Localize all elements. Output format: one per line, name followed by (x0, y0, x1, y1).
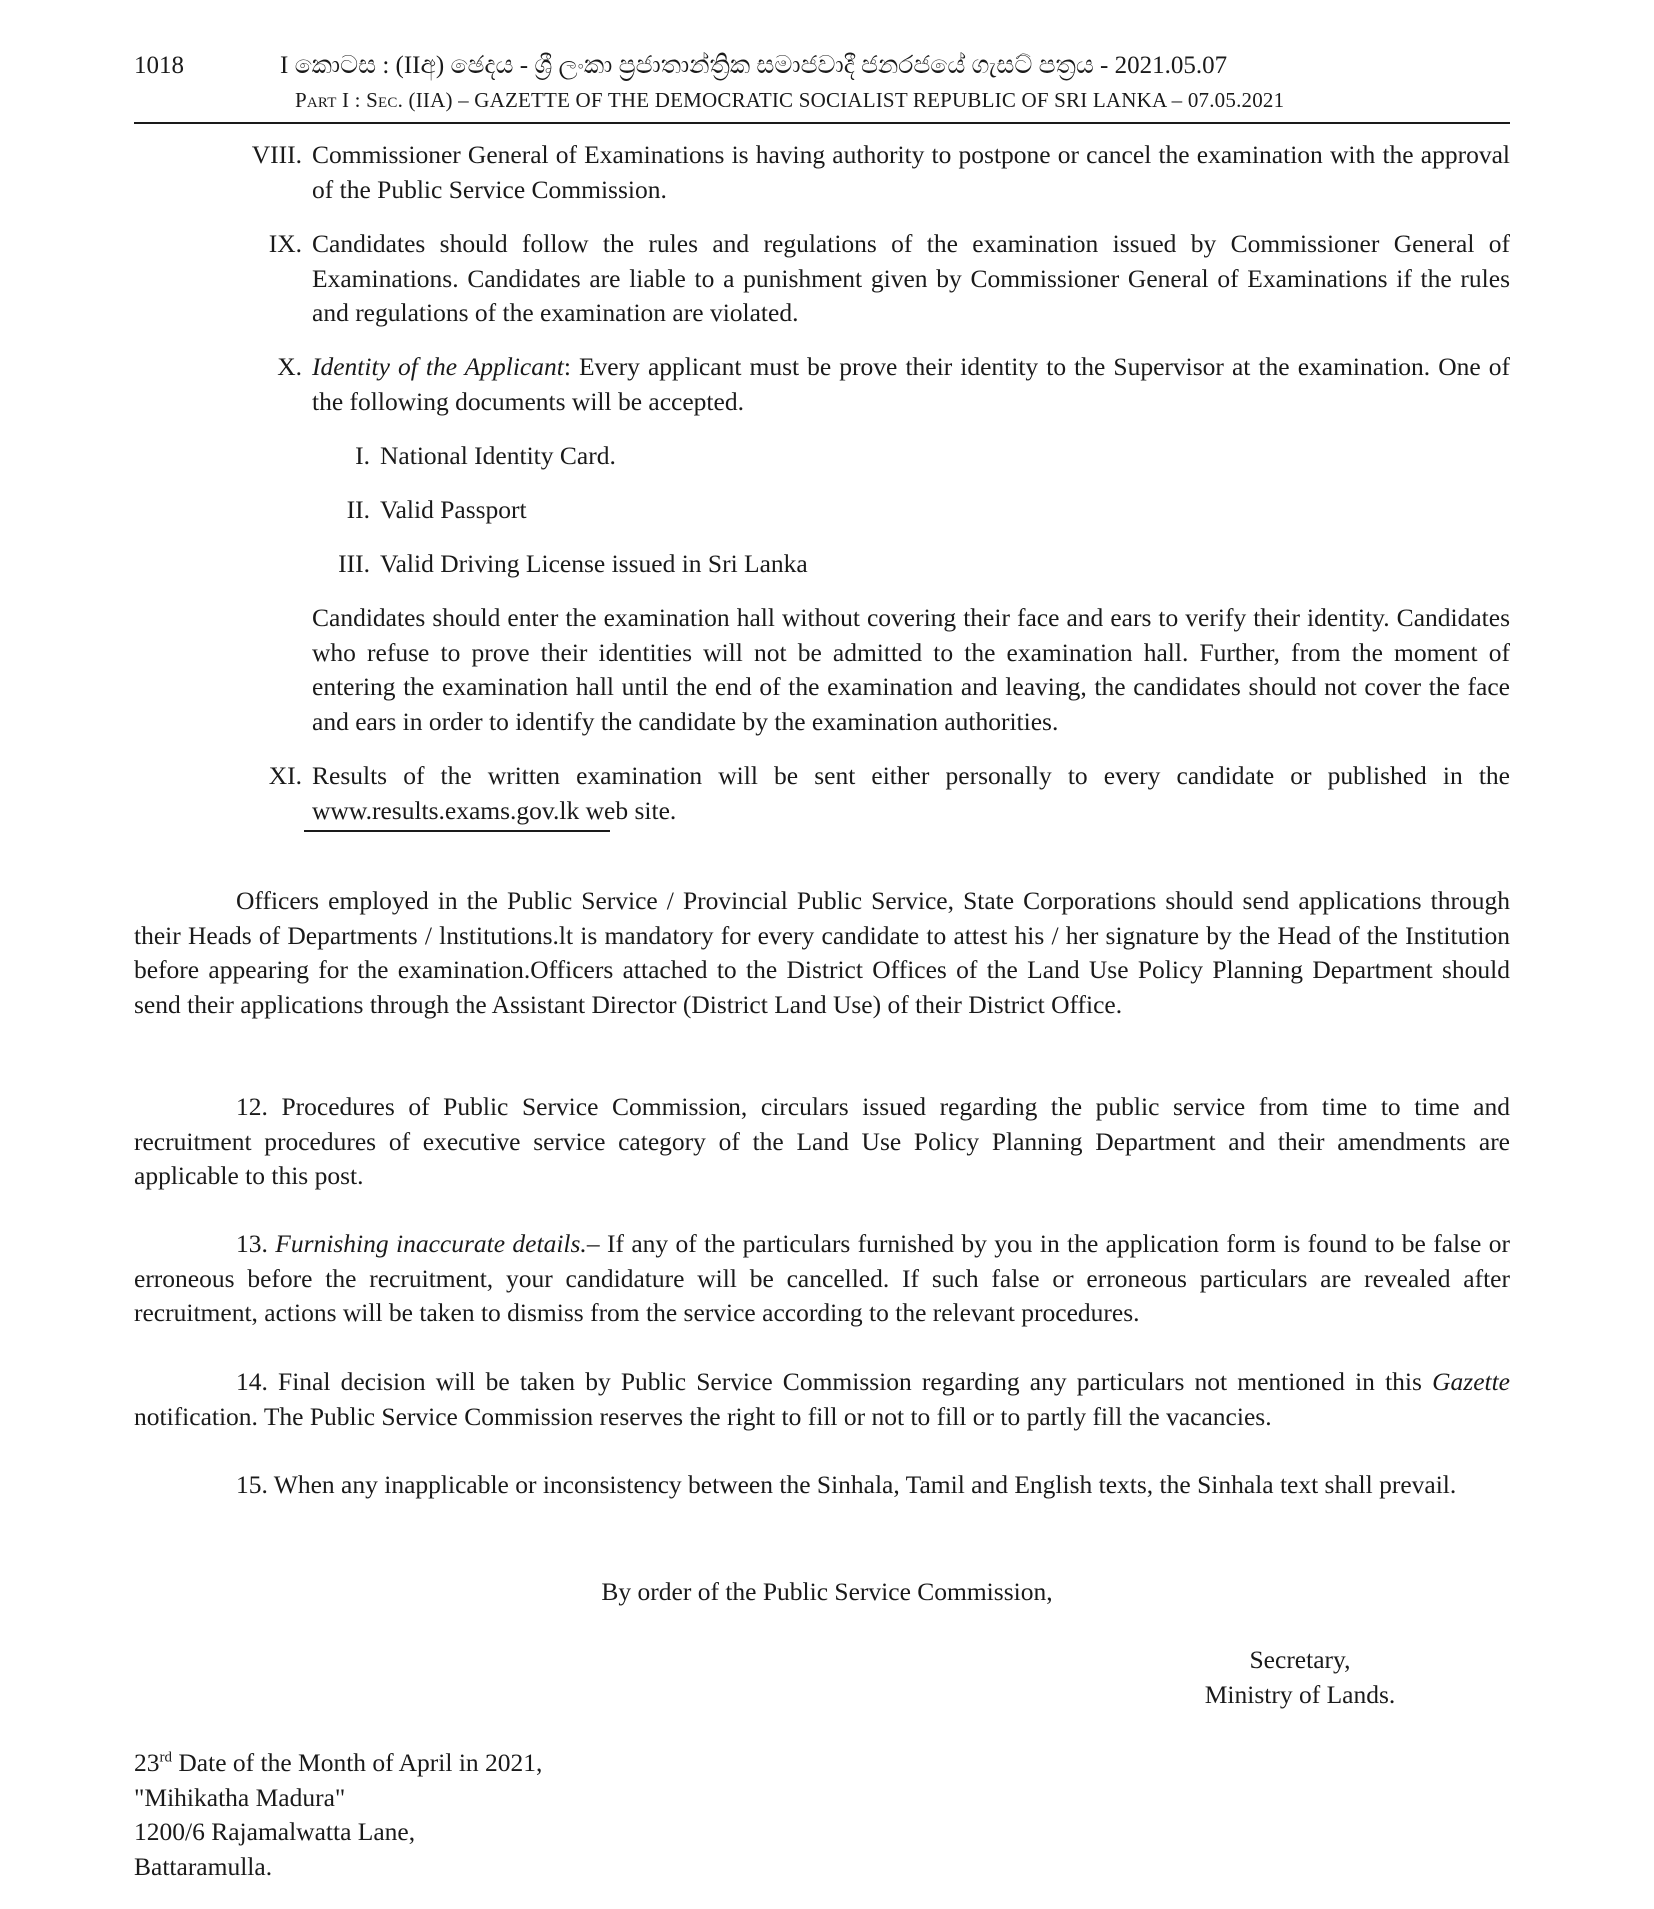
results-website-link[interactable]: www.results.exams.gov.lk (312, 795, 580, 825)
document-number: III. (338, 549, 370, 578)
item-number: XI. (268, 761, 302, 790)
date-rest: Date of the Month of April in 2021, (178, 1748, 543, 1777)
sinhala-header: I කොටස : (IIඅ) ඡෙදය - ශ්‍රී ලංකා ප්‍රජාතාන්ත්‍රික සමාජවාදී ජනරජයේ ගැසට් පත්‍රය - 2021.05.07 (280, 52, 1228, 79)
page-number: 1018 (134, 52, 184, 79)
address-line-2: 1200/6 Rajamalwatta Lane, (134, 1817, 416, 1846)
document-item-3 (338, 547, 1180, 582)
date-line (134, 1746, 834, 1781)
document-text: National Identity Card. (380, 441, 616, 470)
item-heading: Identity of the Applicant (312, 352, 564, 381)
header-rule (134, 122, 1510, 124)
paragraph-heading: Furnishing inaccurate details. (275, 1229, 587, 1258)
english-header (295, 88, 1284, 113)
signature-block (1100, 1643, 1500, 1712)
paragraph-text: – If any of the particulars furnished by you in the application form is found to be false or erroneous before the recruitment, your candidature will be cancelled. If such false or erroneous particulars are revealed after recruitment, actions will be taken to dismiss from the service according to the relevant procedures. (134, 1229, 1511, 1327)
link-underline (304, 830, 610, 832)
document-item-2 (346, 493, 1180, 528)
signatory-ministry: Ministry of Lands. (1204, 1679, 1396, 1709)
document-number: II. (346, 495, 370, 524)
identity-note: Candidates should enter the examination hall without covering their face and ears to verify their identity. Candidates who refuse to prove their identities will not be admitted to the examination hall. Further, from the moment of entering the examination hall until the end of the examination and leaving, the candidates should not cover the face and ears in order to identify the candidate by the examination authorities. (312, 603, 1510, 736)
paragraph-14 (134, 1365, 1510, 1434)
date-day: 23 (134, 1748, 160, 1777)
document-text: Valid Passport (380, 495, 527, 524)
item-number: IX. (268, 229, 302, 258)
document-text: Valid Driving License issued in Sri Lanka (380, 549, 808, 578)
document-item-1 (355, 439, 1180, 474)
address-line-1: "Mihikatha Madura" (134, 1782, 346, 1812)
paragraph-12: 12. Procedures of Public Service Commission, circulars issued regarding the public service from time to time and recruitment procedures of executive service category of the Land Use Policy Planning Department and their amendments are applicable to this post. (134, 1092, 1510, 1190)
signatory-title: Secretary, (1249, 1645, 1351, 1674)
item-text: Candidates should follow the rules and regulations of the examination issued by Commissioner General of Examinations. Candidates are liable to a punishment given by Commissioner General of Examinations if the rules and regulations of the examination are violated. (312, 229, 1510, 327)
gazette-word: Gazette (1432, 1367, 1511, 1396)
item-xi (268, 759, 1510, 828)
date-suffix: rd (159, 1749, 172, 1766)
officers-paragraph: Officers employed in the Public Service / Provincial Public Service, State Corporations should send applications through their Heads of Departments / lnstitutions.lt is mandatory for every candidate to attest his / her signature by the Head of the Institution before appearing for the examination.Officers attached to the District Offices of the Land Use Policy Planning Department should send their applications through the Assistant Director (District Land Use) of their District Office. (134, 886, 1510, 1019)
item-text-end: web site. (585, 795, 677, 825)
item-text: Commissioner General of Examinations is having authority to postpone or cancel the examination with the approval of the Public Service Commission. (312, 140, 1510, 204)
order-line: By order of the Public Service Commission, (601, 1577, 1053, 1606)
item-viii (251, 138, 1510, 207)
date-address-block (134, 1746, 834, 1884)
address-line-3: Battaramulla. (134, 1851, 273, 1881)
item-number: VIII. (251, 140, 302, 169)
item-x (277, 350, 1511, 419)
paragraph-text-end: notification. The Public Service Commission reserves the right to fill or not to fill or to partly fill the vacancies. (134, 1401, 1272, 1431)
document-number: I. (355, 441, 370, 470)
paragraph-number: 13. (236, 1229, 268, 1258)
paragraph-text: 14. Final decision will be taken by Public Service Commission regarding any particulars not mentioned in this (236, 1367, 1422, 1396)
english-header-text: Part I : Sec. (IIA) – GAZETTE OF THE DEMOCRATIC SOCIALIST REPUBLIC OF SRI LANKA – 07.05.2021 (295, 88, 1285, 112)
item-text: : Every applicant must be prove their identity to the Supervisor at the examination. One of the following documents will be accepted. (312, 352, 1511, 416)
item-ix (268, 227, 1510, 331)
item-number: X. (277, 352, 302, 381)
paragraph-15: 15. When any inapplicable or inconsistency between the Sinhala, Tamil and English texts, the Sinhala text shall prevail. (236, 1470, 1457, 1499)
item-text: Results of the written examination will be sent either personally to every candidate or published in the (312, 761, 1510, 790)
paragraph-13 (134, 1227, 1510, 1331)
